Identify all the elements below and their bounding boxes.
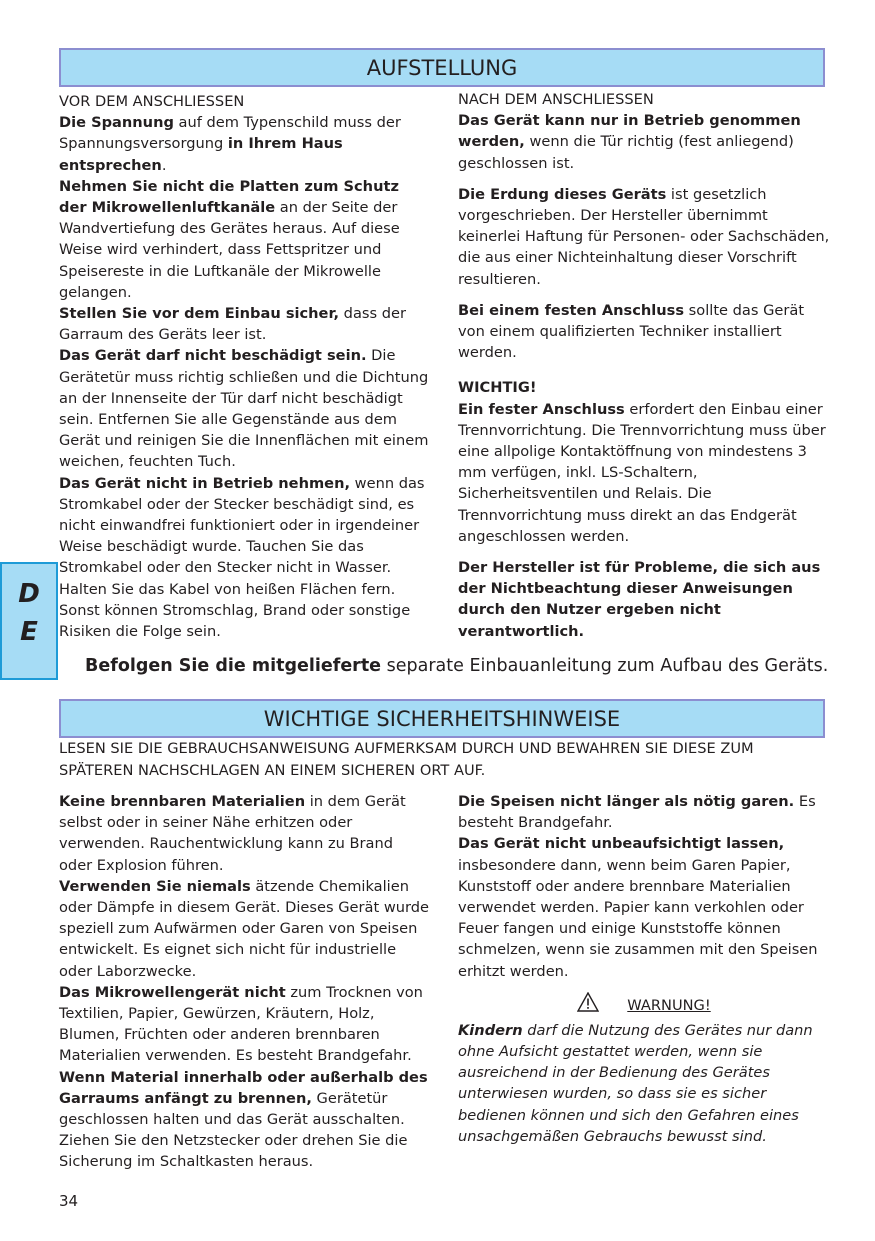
subheading-before-connect: VOR DEM ANSCHLIESSEN	[59, 93, 245, 110]
paragraph: Wenn Material innerhalb oder außerhalb des Garraums anfängt zu brennen, Gerätetür geschlossen halten und das Gerät ausschalten. Ziehen Sie den Netzstecker oder drehen Sie die Sicherung im Schaltkasten heraus.	[59, 1068, 428, 1171]
paragraph: Bei einem festen Anschluss sollte das Gerät von einem qualifizierten Techniker installiert werden.	[458, 301, 805, 362]
section2-right-column	[458, 791, 830, 1147]
paragraph: Ein fester Anschluss erfordert den Einbau einer Trennvorrichtung. Die Trennvorrichtung muss über eine allpolige Kontaktöffnung von mindestens 3 mm verfügen, inkl. LS-Schaltern, Sicherheitsventilen und Relais. Die Trennvorrichtung muss direkt an das Endgerät angeschlossen werden.	[458, 400, 826, 545]
paragraph: Das Mikrowellengerät nicht zum Trocknen von Textilien, Papier, Gewürzen, Kräutern, Holz, Blumen, Früchten oder anderen brennbaren Materialien verwenden. Es besteht Brandgefahr.	[59, 983, 423, 1065]
language-letter: E	[20, 617, 38, 647]
paragraph: Verwenden Sie niemals ätzende Chemikalien oder Dämpfe in diesem Gerät. Dieses Gerät wurde speziell zum Aufwärmen oder Garen von Speisen entwickelt. Es eignet sich nicht für industrielle oder Laborzwecke.	[59, 877, 429, 980]
section1-left-column	[59, 91, 429, 642]
paragraph: Das Gerät nicht in Betrieb nehmen, wenn das Stromkabel oder der Stecker beschädigt sind, es nicht einwandfrei funktioniert oder in irgendeiner Weise beschädigt wurde. Tauchen Sie das Stromkabel oder den Stecker nicht in Wasser. Halten Sie das Kabel von heißen Flächen fern. Sonst können Stromschlag, Brand oder sonstige Risiken die Folge sein.	[59, 474, 425, 641]
paragraph: Der Hersteller ist für Probleme, die sich aus der Nichtbeachtung dieser Anweisungen durch den Nutzer ergeben nicht verantwortlich.	[458, 559, 821, 640]
paragraph: Kindern darf die Nutzung des Gerätes nur dann ohne Aufsicht gestattet werden, wenn sie ausreichend in der Bedienung des Gerätes unterwiesen wurden, so dass sie es sicher bedienen können und sich den Gefahren eines unsachgemäßen Gebrauchs bewusst sind.	[458, 1021, 813, 1145]
section2-left-column	[59, 791, 429, 1173]
language-letter: D	[18, 579, 40, 609]
follow-instructions-note: Befolgen Sie die mitgelieferte separate Einbauanleitung zum Aufbau des Geräts.	[85, 656, 829, 676]
paragraph: Stellen Sie vor dem Einbau sicher, dass der Garraum des Geräts leer ist.	[59, 305, 406, 344]
paragraph: Keine brennbaren Materialien in dem Gerät selbst oder in seiner Nähe erhitzen oder verwenden. Rauchentwicklung kann zu Brand oder Explosion führen.	[59, 793, 406, 874]
paragraph: Die Erdung dieses Geräts ist gesetzlich vorgeschrieben. Der Hersteller übernimmt keinerlei Haftung für Personen- oder Sachschäden, die aus einer Nichteinhaltung dieser Vorschrift resultieren.	[458, 185, 830, 288]
paragraph: Nehmen Sie nicht die Platten zum Schutz der Mikrowellenluftkanäle an der Seite der Wandvertiefung des Gerätes heraus. Auf diese Weise wird verhindert, dass Fettspritzer und Speisereste in die Luftkanäle der Mikrowelle gelangen.	[59, 177, 400, 301]
paragraph: Die Speisen nicht länger als nötig garen. Es besteht Brandgefahr.	[458, 793, 816, 832]
paragraph: Das Gerät nicht unbeaufsichtigt lassen, insbesondere dann, wenn beim Garen Papier, Kunststoff oder andere brennbare Materialien verwendet werden. Papier kann verkohlen oder Feuer fangen und einige Kunststoffe können schmelzen, wenn sie zusammen mit den Speisen erhitzt werden.	[458, 835, 818, 980]
section-header-aufstellung: AUFSTELLUNG	[59, 48, 825, 87]
paragraph: Die Spannung auf dem Typenschild muss der Spannungsversorgung in Ihrem Haus entsprechen.	[59, 114, 401, 174]
warning-label: WARNUNG!	[627, 996, 711, 1014]
section1-right-column	[458, 89, 830, 642]
read-manual-intro: LESEN SIE DIE GEBRAUCHSANWEISUNG AUFMERKSAM DURCH UND BEWAHREN SIE DIESE ZUM SPÄTEREN NACHSCHLAGEN AN EINEM SICHEREN ORT AUF.	[59, 740, 754, 779]
warning-icon	[577, 992, 599, 1020]
language-tab	[0, 562, 58, 680]
subheading-after-connect: NACH DEM ANSCHLIESSEN	[458, 91, 654, 108]
paragraph: Das Gerät kann nur in Betrieb genommen werden, wenn die Tür richtig (fest anliegend) geschlossen ist.	[458, 112, 801, 172]
warning-heading	[458, 992, 830, 1020]
page-number: 34	[59, 1192, 79, 1210]
important-label: WICHTIG!	[458, 379, 537, 397]
section-header-safety: WICHTIGE SICHERHEITSHINWEISE	[59, 699, 825, 738]
paragraph: Das Gerät darf nicht beschädigt sein. Die Gerätetür muss richtig schließen und die Dichtung an der Innenseite der Tür darf nicht beschädigt sein. Entfernen Sie alle Gegenstände aus dem Gerät und reinigen Sie die Innenflächen mit einem weichen, feuchten Tuch.	[59, 347, 429, 471]
